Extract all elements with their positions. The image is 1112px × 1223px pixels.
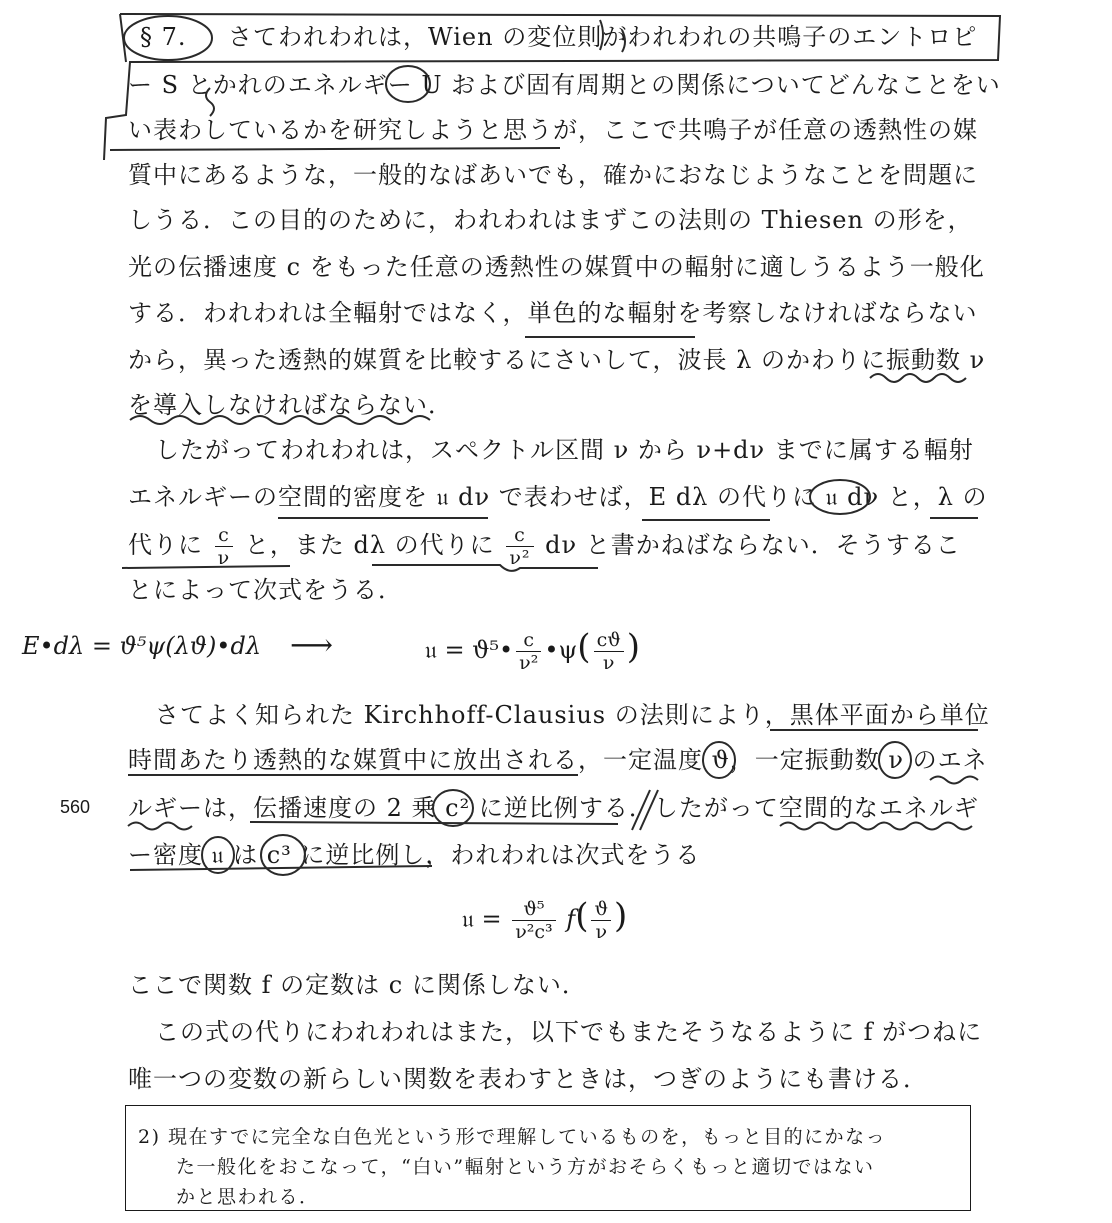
text-line: 光の伝播速度 c をもった任意の透熱性の媒質中の輻射に適しうるよう一般化 (128, 253, 985, 281)
text-line: しうる．この目的のために，われわれはまずこの法則の Thiesen の形を， (128, 206, 973, 234)
numerator: cϑ (594, 629, 624, 652)
text-span: と，また dλ の代りに (244, 531, 495, 559)
text-line: を導入しなければならない． (128, 391, 453, 419)
numerator: c (506, 524, 533, 547)
text-span: dν と書かねばならない．そうするこ (545, 531, 961, 559)
denominator: ν²c³ (515, 921, 553, 943)
equation-rhs: 𝔲 = ϑ⁵• $\frac{c}{\text{ν²}}$ •ψ( $\frac{cϑ}{\nu}$ ) (425, 627, 641, 674)
text-line: 質中にあるような，一般的なばあいでも，確かにおなじようなことを問題に (128, 161, 978, 189)
fraction-c-over-nu2 (506, 524, 533, 569)
bracket-mark (110, 148, 560, 150)
text-span: 代りに (128, 531, 203, 559)
fraction (516, 629, 541, 674)
text-line: この式の代りにわれわれはまた，以下でもまたそうなるように f がつねに (155, 1018, 983, 1046)
text-line-with-fractions (128, 520, 984, 570)
equation-part: 𝔲 = ϑ⁵• (425, 636, 514, 664)
denominator: ν² (519, 652, 539, 674)
text-line: エネルギーの空間的密度を 𝔲 dν で表わせば，E dλ の代りに 𝔲 dν と，λ の (128, 483, 988, 511)
text-line: さてわれわれは，Wien の変位則がわれわれの共鳴子のエントロピ (228, 23, 978, 51)
footnote-line: た一般化をおこなって，“白い”輻射という方がおそらくもっと適切ではない (176, 1156, 875, 1178)
text-line: とによって次式をうる． (128, 576, 403, 604)
fraction-c-over-nu (215, 524, 234, 569)
fraction (591, 898, 611, 943)
bracket-mark (120, 14, 126, 62)
numerator: c (215, 524, 234, 547)
equation-lhs: E•dλ = ϑ⁵ψ(λϑ)•dλ (22, 632, 262, 660)
denominator: ν (595, 921, 608, 943)
wavy-underline-mark (128, 823, 192, 830)
text-line: い表わしているかを研究しようと思うが，ここで共鳴子が任意の透熱性の媒 (128, 116, 978, 144)
text-line: 時間あたり透熱的な媒質中に放出される，一定温度 ϑ，一定振動数 ν のエネ (128, 746, 988, 774)
text-line: さてよく知られた Kirchhoff-Clausius の法則により，黒体平面から単位 (155, 701, 990, 729)
fraction (594, 629, 624, 674)
text-line: ー密度 𝔲 は c³ に逆比例し，われわれは次式をうる (128, 841, 701, 869)
denominator: ν (602, 652, 615, 674)
wavy-underline-mark (870, 374, 966, 382)
fraction (512, 898, 555, 943)
footnote-line: 2) 現在すでに完全な白色光という形で理解しているものを，もっと目的にかなっ (138, 1126, 887, 1148)
text-line: する．われわれは全輻射ではなく，単色的な輻射を考察しなければならない (128, 299, 978, 327)
page-number: 560 (60, 797, 91, 817)
footnote-line: かと思われる． (176, 1186, 320, 1208)
text-line: ここで関数 f の定数は c に関係しない． (128, 971, 587, 999)
equation-part: 𝔲 = (462, 905, 502, 933)
text-line: ルギーは，伝播速度の 2 乗 c² に逆比例する．したがって空間的なエネルギ (128, 794, 979, 822)
footnote-box (125, 1105, 971, 1211)
numerator: ϑ (591, 898, 611, 921)
function-symbol: f (566, 905, 576, 933)
numerator: ϑ⁵ (512, 898, 555, 921)
section-label: § 7. (140, 23, 187, 51)
denominator: ν (217, 547, 231, 569)
arrow: ⟶ (290, 628, 334, 663)
denominator: ν² (509, 547, 531, 569)
text-line: したがってわれわれは，スペクトル区間 ν から ν+dν までに属する輻射 (155, 436, 974, 464)
numerator: c (516, 629, 541, 652)
wavy-underline-mark (930, 777, 978, 784)
text-line: 唯一つの変数の新らしい関数を表わすときは，つぎのようにも書ける． (128, 1065, 928, 1093)
equation-2: 𝔲 = $\frac{\text{ϑ⁵}}{\text{ν²c³}}$ f( $\frac{ϑ}{\nu}$ ) (462, 896, 628, 943)
wavy-underline-mark (780, 823, 972, 830)
equation-part: •ψ (544, 636, 578, 664)
text-line: ー S とかれのエネルギー U および固有周期との関係についてどんなことをい (128, 71, 1001, 99)
text-line: から，異った透熱的媒質を比較するにさいして，波長 λ のかわりに振動数 ν (128, 346, 986, 374)
